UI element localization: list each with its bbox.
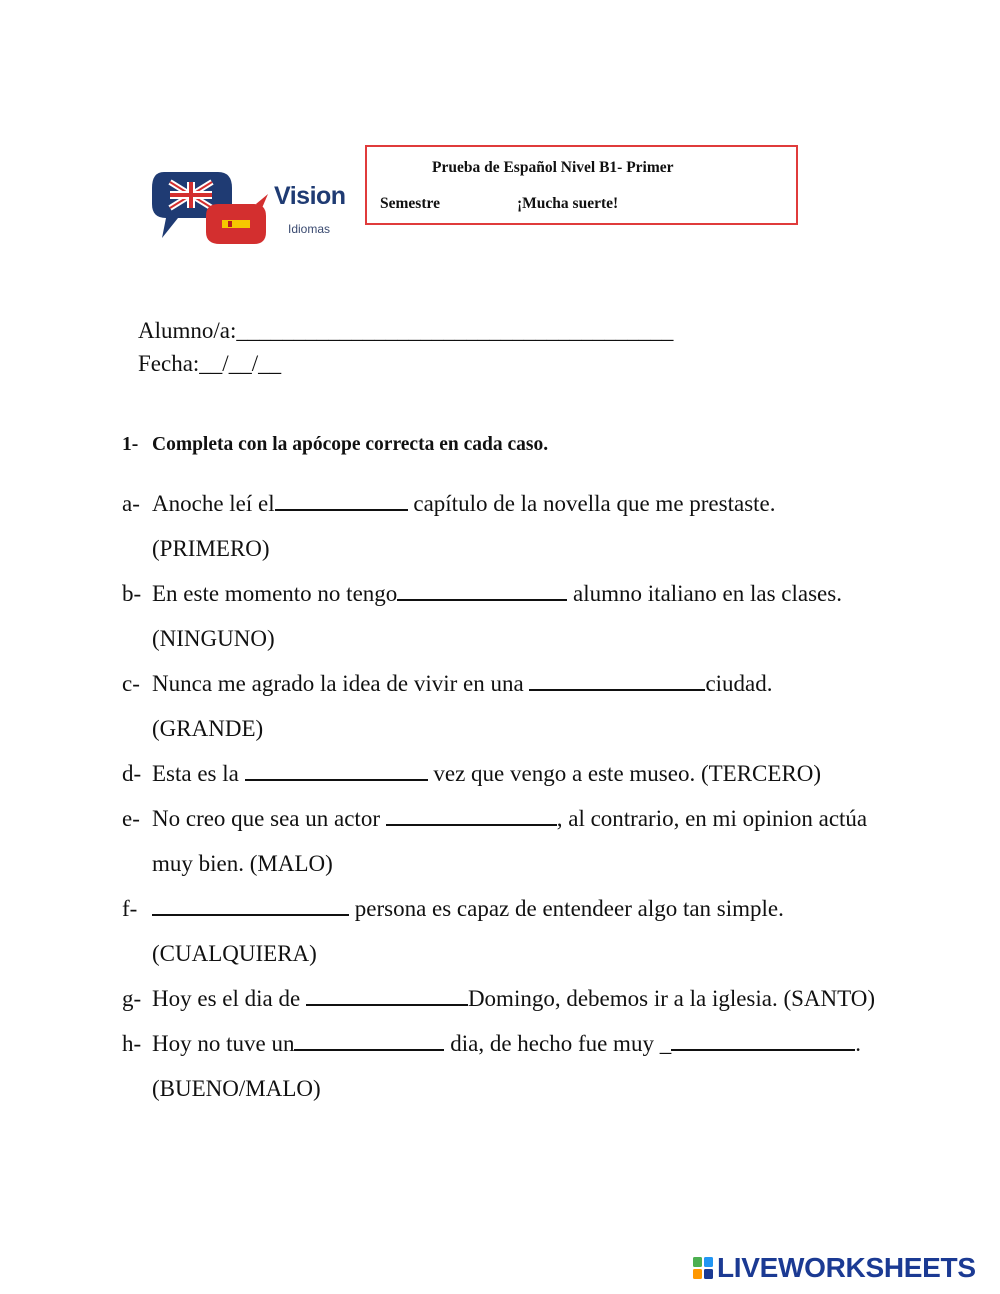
item-text-after: vez que vengo a este museo. (TERCERO) [427,761,822,786]
item-text-after: Domingo, debemos ir a la iglesia. (SANTO) [467,986,876,1011]
test-title-semester: Semestre [380,195,440,212]
item-text-before: En este momento no tengo [152,581,398,606]
item-marker: a- [122,491,140,516]
answer-blank[interactable] [397,579,567,601]
item-text-after: . (BUENO/MALO) [152,1031,861,1101]
exercise-item-b [122,571,882,661]
logo-wordmark: Vision [274,182,346,210]
item-marker: b- [122,581,142,606]
item-text-before: Hoy no tuve un [152,1031,295,1056]
section-instruction: Completa con la apócope correcta en cada caso. [152,434,549,455]
item-text-middle: dia, de hecho fue muy _ [444,1031,672,1056]
date-field[interactable]: Fecha:__/__/__ [138,351,282,376]
item-text-after: alumno italiano en las clases. (NINGUNO) [152,581,842,651]
exercise-item-f [122,886,882,976]
logo-subtitle: Idiomas [288,222,331,236]
liveworksheets-wordmark: LIVEWORKSHEETS [717,1252,976,1283]
item-text-before: Hoy es el dia de [152,986,306,1011]
answer-blank[interactable] [306,984,468,1006]
item-marker: h- [122,1031,142,1056]
vision-idiomas-logo [150,168,350,248]
student-name-field[interactable]: Alumno/a:______________________________________ [138,318,674,343]
item-text-before: Anoche leí el [152,491,275,516]
section-number: 1- [122,434,139,455]
good-luck-text: ¡Mucha suerte! [517,195,619,212]
item-text-before: No creo que sea un actor [152,806,386,831]
item-marker: f- [122,896,138,921]
item-text-after: ciudad. (GRANDE) [152,671,773,741]
item-marker: c- [122,671,140,696]
answer-blank[interactable] [275,489,408,511]
exercise-list [122,481,882,1111]
exercise-item-h [122,1021,882,1111]
test-title-box [365,145,798,225]
exercise-item-a [122,481,882,571]
exercise-item-g [122,976,882,1021]
item-text-after: persona es capaz de entendeer algo tan simple. (CUALQUIERA) [152,896,784,966]
item-text-before: Nunca me agrado la idea de vivir en una [152,671,530,696]
exercise-item-d [122,751,882,796]
item-marker: e- [122,806,140,831]
item-marker: g- [122,986,142,1011]
liveworksheets-brand [693,1252,993,1284]
answer-blank[interactable] [152,894,349,916]
answer-blank[interactable] [245,759,428,781]
test-title: Prueba de Español Nivel B1- Primer [432,159,674,176]
answer-blank[interactable] [671,1029,855,1051]
answer-blank[interactable] [529,669,705,691]
item-text-before: Esta es la [152,761,245,786]
exercise-item-e [122,796,882,886]
exercise-item-c [122,661,882,751]
section-heading [122,434,548,456]
item-marker: d- [122,761,142,786]
answer-blank[interactable] [294,1029,444,1051]
speech-bubbles-flags-icon [150,168,270,248]
answer-blank[interactable] [386,804,557,826]
item-text-after: , al contrario, en mi opinion actúa muy bien. (MALO) [152,806,868,876]
item-text-after: capítulo de la novella que me prestaste. (PRIMERO) [152,491,776,561]
liveworksheets-blocks-icon [693,1257,713,1279]
